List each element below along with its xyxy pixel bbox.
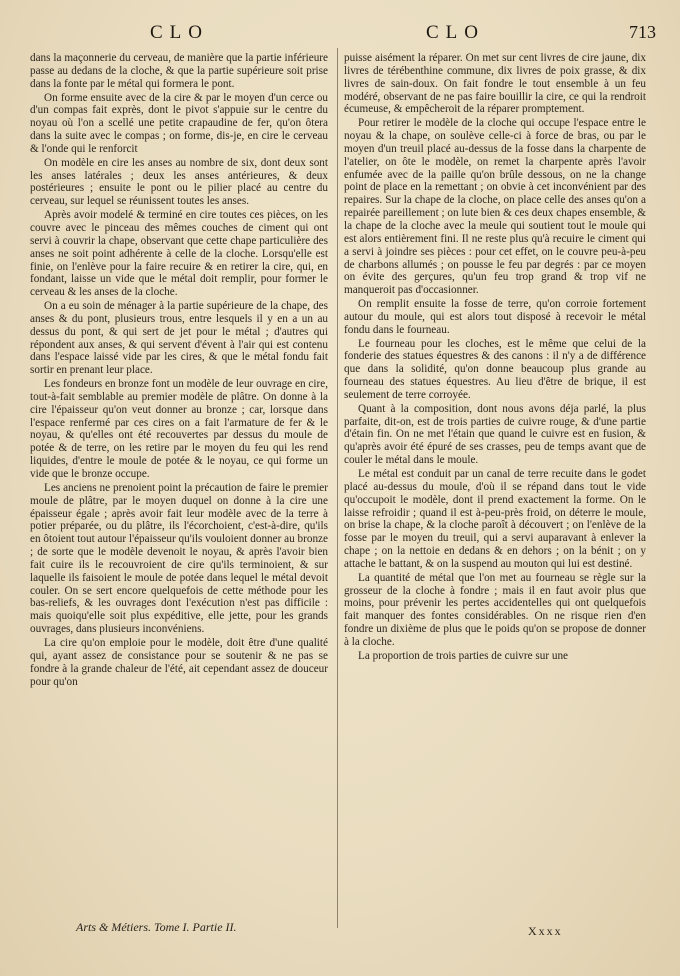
- running-head-left: CLO: [150, 22, 209, 43]
- running-head-right: CLO: [426, 22, 485, 43]
- page-number: 713: [629, 22, 656, 42]
- paragraph: Les fondeurs en bronze font un modèle de leur ouvrage en cire, tout-à-fait semblable au premier modèle de plâtre. On donne à la cire l'épaisseur qu'on veut donner au bronze ; car, lorsque dans l'espace renfermé par ces cires on a fait l'armature de fer & le noyau, & qu'elles ont été recouvertes par dessus du moule de potée & de terre, on les retire par le moyen du feu qui les rend liquides, d'entre le moule de potée & le noyau, ce qui forme un vide que le bronze occupe.: [30, 378, 328, 480]
- paragraph: Après avoir modelé & terminé en cire toutes ces pièces, on les couvre avec le pinceau des mêmes couches de ciment qui ont servi à couvrir la chape, observant que cette chape particulière des anses ne soit point adhérente à celle de la cloche. Lorsqu'elle est finie, on l'enlève pour la faire recuire & en retirer la cire, qui, en fondant, laisse un vide que le métal doit remplir, pour former le cerveau & les anses de la cloche.: [30, 209, 328, 299]
- paragraph: On a eu soin de ménager à la partie supérieure de la chape, des anses & du pont, plusieurs trous, entre lesquels il y en a un au dessus du pont, & qui sert de jet pour le métal ; d'autres qui répondent aux anses, & qui servent d'évent à l'air qui est contenu dans l'espace laissé vide par les cires, & que le métal fondu fait sortir en prenant leur place.: [30, 300, 328, 377]
- paragraph: Les anciens ne prenoient point la précaution de faire le premier moule de plâtre, par le moyen duquel on donne à la cire une épaisseur égale ; après avoir fait leur modèle avec de la terre à potier préparée, ou du plâtre, ils l'écorchoient, c'est-à-dire, qu'ils en ôtoient tout autour l'épaisseur qu'ils vouloient donner au bronze ; de sorte que le modèle devenoit le noyau, & après l'avoir bien fait cuire ils le recouvroient de cire qu'ils terminoient, & sur laquelle ils faisoient le moule de potée dans lequel le métal devoit couler. On se sert encore quelquefois de cette méthode pour les bas-reliefs, & les ouvrages dont l'exécution n'est pas difficile : mais quoiqu'elle soit plus expéditive, elle jette, pour les grands ouvrages, dans plusieurs inconvéniens.: [30, 481, 328, 636]
- paragraph: La proportion de trois parties de cuivre sur une: [358, 649, 569, 662]
- column-divider: [337, 48, 338, 928]
- paragraph: dans la maçonnerie du cerveau, de manière que la partie inférieure passe au dedans de la cloche, & que la partie supérieure soit prise dans la fonte par le métal qui formera le pont.: [30, 52, 328, 90]
- paragraph: Quant à la composition, dont nous avons déja parlé, la plus parfaite, dit-on, est de trois parties de cuivre rouge, & d'une partie d'étain fin. On ne met l'étain que quand le cuivre est en fusion, & qu'après avoir été épuré de ses crasses, peu de temps avant que de couler le métal dans le moule.: [344, 402, 646, 467]
- paragraph: Le fourneau pour les cloches, est le même que celui de la fonderie des statues équestres & des canons : il n'y a de différence que dans la solidité, qu'on donne beaucoup plus grande au fourneau des statues équestres. Au lieu d'être de brique, il est seulement de terre corroyée.: [344, 337, 646, 401]
- signature-mark: Xxxx: [528, 924, 563, 938]
- paragraph: Le métal est conduit par un canal de terre recuite dans le godet placé au-dessus du moule, d'où il se répand dans tout le vide qu'occupoit le modèle, dont il prend exactement la forme. On le laisse refroidir ; quand il est à-peu-près froid, on déterre le moule, on brise la chape, & la cloche paroît à découvert ; on l'enlève de la fosse par le moyen du treuil, qui a servi auparavant à enlever la chape ; on la nettoie en dedans & en dehors ; on la bénit ; on y attache le battant, & on la suspend au mouton qui lui est destiné.: [344, 468, 646, 570]
- paragraph: Pour retirer le modèle de la cloche qui occupe l'espace entre le noyau & la chape, on soulève celle-ci à force de bras, ou par le moyen d'un treuil placé au-dessus de la fosse dans la charpente de l'atelier, on ôte le modèle, on remet la charpente après l'avoir enfumée avec de la paille qu'on brûle dessous, on ne la change point de place en la remettant ; on obvie à cet inconvénient par des repaires. Sur la chape de la cloche, on place celle des anses qu'on a repairée pareillement ; on lute bien & ces deux chapes ensemble, & la chape de la cloche avec la meule qui soutient tout le moule qui est alors entièrement fini. Il ne reste plus qu'à recuire le ciment qui a servi à joindre ses pièces : pour cet effet, on le couvre peu-à-peu de charbons allumés ; on pousse le feu par degrés : par ce moyen on évite des gerçures, qu'un feu trop grand & trop vif ne manqueroit pas d'occasionner.: [344, 117, 646, 297]
- right-column: [344, 52, 646, 664]
- paragraph: puisse aisément la réparer. On met sur cent livres de cire jaune, dix livres de térébenthine commune, dix livres de poix grasse, & dix livres de sain-doux. On fait fondre le tout ensemble à un feu modéré, observant de ne pas faire bouillir la cire, ce qui la rendroit écumeuse, & empêcheroit de la réparer promptement.: [344, 52, 646, 116]
- paragraph: La quantité de métal que l'on met au fourneau se règle sur la grosseur de la cloche à fondre ; mais il en faut avoir plus que moins, pour prévenir les pertes accidentelles qui ont quelquefois fait manquer des fontes considérables. On ne risque rien d'en fondre un dixième de plus que le poids qu'on se propose de donner à la cloche.: [344, 571, 646, 648]
- left-column: [30, 52, 328, 689]
- paragraph: On forme ensuite avec de la cire & par le moyen d'un cerce ou d'un compas fait exprès, dont le pivot s'appuie sur le centre du noyau où l'on a scellé une petite crapaudine de fer, qu'on ôtera dans la suite avec le compas ; on forme, dis-je, en cire le cerveau & l'onde qui le renforcit: [30, 91, 328, 155]
- imprint-line: Arts & Métiers. Tome I. Partie II.: [76, 920, 237, 934]
- paragraph: On remplit ensuite la fosse de terre, qu'on corroie fortement autour du moule, qui est alors tout disposé à recevoir le métal fondu dans le fourneau.: [344, 298, 646, 336]
- paragraph: On modèle en cire les anses au nombre de six, dont deux sont les anses latérales ; deux les anses antérieures, & deux postérieures ; ensuite le pont ou le pilier placé au centre du cerveau, sur lequel se réunissent toutes les anses.: [30, 156, 328, 208]
- paragraph: La cire qu'on emploie pour le modèle, doit être d'une qualité qui, ayant assez de consistance pour se soutenir & ne pas se fondre à la grande chaleur de l'été, ait cependant assez de douceur pour qu'on: [30, 636, 328, 688]
